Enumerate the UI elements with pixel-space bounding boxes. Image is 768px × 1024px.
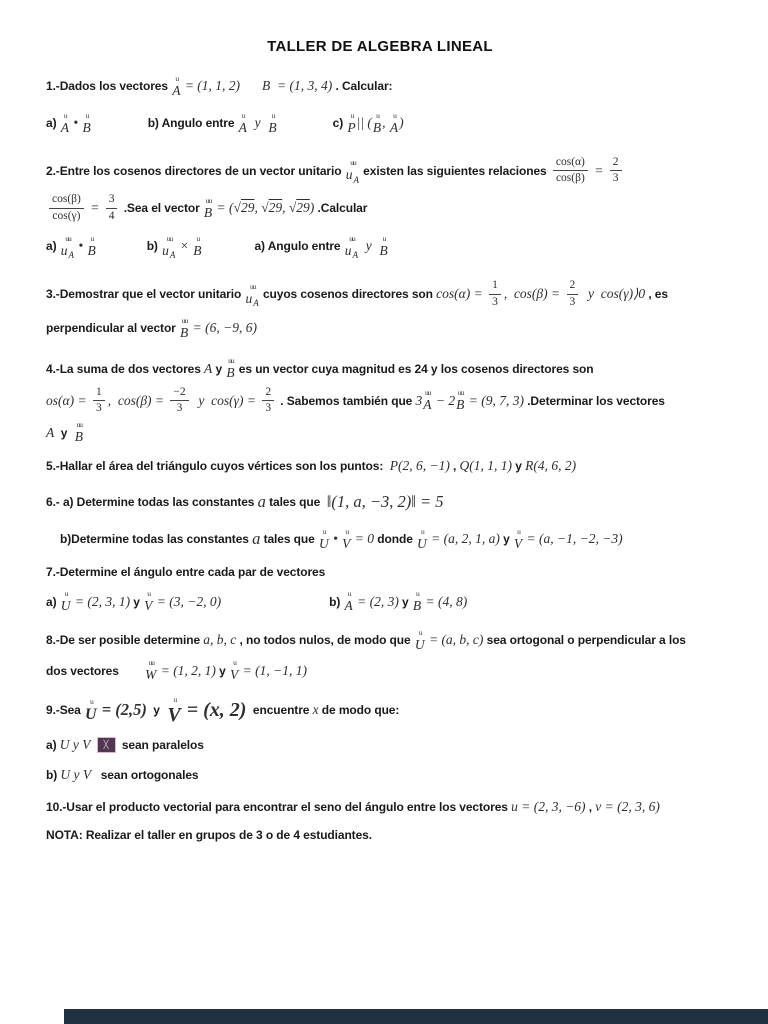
- problem-10: [46, 799, 754, 815]
- vector-letter: A: [172, 83, 181, 98]
- math-run: B = (1, 3, 4): [262, 78, 333, 94]
- vector-letter: A: [238, 119, 247, 135]
- text-run: de modo que:: [318, 703, 400, 718]
- fraction-denominator: 3: [265, 402, 272, 415]
- text-run: y: [215, 663, 229, 678]
- fraction-numerator: −2: [170, 386, 188, 401]
- problem-2-line-1: [46, 156, 754, 185]
- math-run: a, b, c: [203, 632, 237, 647]
- text-run: 3.-Demostrar que el vector unitario: [46, 287, 245, 302]
- math-run: a: [257, 491, 266, 511]
- vector-arrow-icon: uu: [166, 233, 173, 243]
- vector-symbol: [145, 659, 156, 682]
- math-run: = (1, −1, 1): [239, 662, 307, 678]
- fraction: [489, 279, 501, 308]
- fraction-numerator: 1: [489, 279, 501, 294]
- problem-1-line-1: [46, 75, 754, 98]
- fraction-numerator: 1: [93, 386, 105, 401]
- math-run: , cos(β) =: [503, 286, 564, 302]
- vector-arrow-icon: uu: [457, 388, 464, 398]
- text-run: y: [512, 458, 526, 473]
- vector-letter: A: [423, 397, 432, 413]
- vector-symbol: [423, 389, 431, 412]
- problem-5: [46, 458, 754, 474]
- vector-symbol: [82, 112, 90, 135]
- math-run: •: [329, 531, 342, 546]
- vector-letter: A: [389, 119, 399, 135]
- text-run: b): [46, 767, 61, 782]
- vector-letter: B: [268, 119, 277, 135]
- vector-arrow-icon: u: [345, 526, 349, 536]
- vector-letter: u: [344, 242, 352, 258]
- fraction-denominator: cos(γ): [52, 209, 81, 222]
- math-run: = 0: [351, 531, 375, 546]
- vector-letter: V: [342, 535, 351, 551]
- vector-arrow-icon: u: [416, 589, 419, 599]
- fraction-denominator: 3: [95, 402, 102, 415]
- radical-sign-icon: √: [288, 200, 297, 216]
- vector-arrow-icon: u: [421, 526, 424, 536]
- vector-subscript: A: [352, 250, 358, 261]
- text-run: c): [332, 115, 347, 130]
- math-run: = (1, 2, 1): [157, 662, 216, 678]
- vector-arrow-icon: u: [241, 110, 245, 120]
- text-run: b): [146, 239, 162, 254]
- math-run: R(4, 6, 2): [525, 457, 577, 473]
- vector-arrow-icon: u: [376, 110, 379, 120]
- vector-letter: U: [318, 535, 329, 551]
- vector-letter: U: [85, 705, 97, 723]
- vector-arrow-icon: uu: [228, 356, 234, 366]
- text-run: y: [130, 594, 144, 609]
- math-run: u = (2, 3, −6): [511, 798, 586, 814]
- vector-symbol: [344, 233, 358, 261]
- math-run: Q(1, 1, 1): [459, 457, 513, 473]
- problem-6b: [46, 528, 754, 551]
- vector-symbol: [319, 528, 329, 551]
- problem-4-line-2: [46, 386, 754, 415]
- vector-letter: B: [412, 598, 422, 614]
- text-run: y: [146, 703, 167, 718]
- vector-symbol: [347, 112, 355, 135]
- vector-symbol: [87, 235, 95, 258]
- vector-symbol: [344, 590, 352, 613]
- math-run: P(2, 6, −1): [389, 457, 450, 473]
- math-run: cos(α) =: [436, 286, 487, 302]
- text-run: .Calcular: [314, 201, 368, 216]
- math-run: ,: [382, 114, 389, 130]
- vector-symbol: [60, 233, 74, 261]
- math-run: − 2: [432, 392, 456, 408]
- problem-9b: [46, 767, 754, 783]
- vector-letter: B: [456, 397, 465, 413]
- radical-sign-icon: √: [233, 200, 241, 216]
- vector-symbol: [268, 112, 276, 135]
- fraction-denominator: 3: [569, 295, 576, 308]
- text-run: tales que: [260, 532, 318, 546]
- problem-4-line-3: [46, 421, 754, 444]
- vector-letter: u: [60, 242, 68, 258]
- vector-arrow-icon: uu: [76, 420, 83, 430]
- problem-9-line-1: [46, 696, 754, 725]
- vector-arrow-icon: u: [350, 110, 354, 120]
- sqrt-expression: [234, 200, 255, 216]
- math-run: a: [252, 529, 261, 548]
- vector-subscript: A: [68, 250, 74, 261]
- text-run: b) Angulo entre: [147, 115, 238, 130]
- vector-symbol: [345, 158, 359, 185]
- vector-letter: V: [144, 598, 153, 614]
- fraction-numerator: 3: [106, 193, 118, 208]
- vector-arrow-icon: u: [322, 526, 326, 536]
- text-run: y: [398, 594, 412, 609]
- math-run: , cos(β) =: [107, 392, 168, 408]
- vector-symbol: [245, 281, 259, 309]
- vector-subscript: A: [253, 298, 259, 309]
- radicand: 29: [296, 200, 310, 216]
- math-run: 3: [415, 392, 423, 408]
- text-run: y: [54, 425, 74, 440]
- vector-letter: V: [167, 703, 181, 726]
- text-run: .Determinar los vectores: [523, 393, 665, 408]
- text-run: 8.-De ser posible determine: [46, 633, 204, 647]
- vector-symbol: [167, 696, 180, 725]
- vector-symbol: [144, 590, 152, 613]
- text-run: b): [329, 594, 344, 609]
- vector-letter: B: [203, 204, 213, 220]
- math-run: ×: [176, 238, 193, 254]
- vector-symbol: [373, 112, 381, 135]
- text-run: 7.-Determine el ángulo entre cada par de vectores: [46, 565, 326, 580]
- text-run: . Sabemos también que: [277, 393, 416, 408]
- radicand: 29: [268, 200, 283, 216]
- vector-symbol: [342, 528, 350, 551]
- problem-8-line-1: [46, 629, 754, 652]
- text-run: a): [46, 737, 60, 752]
- text-run: dos vectores: [46, 663, 123, 678]
- text-run: a): [46, 115, 60, 130]
- text-run: donde: [374, 532, 417, 546]
- math-run: = (x, 2): [181, 698, 247, 721]
- fraction-denominator: 3: [612, 172, 619, 185]
- math-run: = (2, 3, 1): [71, 593, 131, 609]
- math-run: = (a, −1, −2, −3): [523, 531, 623, 546]
- math-run: x: [312, 702, 319, 718]
- vector-symbol: [172, 75, 180, 98]
- math-run: = (2, 3): [353, 593, 399, 609]
- sqrt-expression: [261, 200, 282, 216]
- document-body: [46, 75, 754, 843]
- vector-arrow-icon: u: [418, 627, 422, 637]
- text-run: a): [46, 239, 60, 254]
- math-run: v = (2, 3, 6): [595, 798, 660, 814]
- math-run: ,: [254, 200, 262, 216]
- vector-arrow-icon: uu: [349, 233, 355, 243]
- fraction-numerator: 2: [610, 156, 622, 171]
- math-run: = (9, 7, 3): [465, 392, 524, 408]
- vector-letter: A: [344, 598, 353, 614]
- vector-symbol: [61, 112, 69, 135]
- vector-arrow-icon: u: [517, 526, 520, 536]
- vector-arrow-icon: uu: [350, 158, 356, 168]
- vector-symbol: [417, 528, 427, 551]
- vector-arrow-icon: u: [233, 658, 236, 668]
- broken-image-icon: ╳: [97, 737, 116, 753]
- vector-symbol: [456, 389, 464, 412]
- vector-letter: U: [60, 598, 71, 614]
- vector-letter: B: [372, 119, 382, 135]
- spacer: [122, 670, 144, 671]
- math-run: U y V: [60, 766, 95, 782]
- vector-symbol: [193, 235, 201, 258]
- text-run: a) Angulo entre: [254, 239, 344, 254]
- math-run: ): [399, 114, 404, 130]
- fraction-denominator: 3: [176, 402, 183, 415]
- spacer: [92, 122, 148, 123]
- text-run: a): [46, 594, 60, 609]
- sqrt-expression: [289, 200, 310, 216]
- nota: [46, 827, 754, 843]
- text-run: .Sea el vector: [120, 201, 203, 216]
- vector-letter: u: [345, 167, 353, 183]
- text-run: encuentre: [246, 703, 313, 718]
- vector-arrow-icon: u: [382, 233, 386, 243]
- problem-3-line-1: [46, 279, 754, 308]
- text-run: cuyos cosenos directores son: [259, 287, 437, 302]
- problem-1-items: [46, 112, 754, 135]
- vector-letter: B: [87, 242, 96, 258]
- vector-letter: u: [245, 290, 253, 306]
- math-run: ,: [282, 200, 289, 216]
- fraction-numerator: cos(α): [553, 156, 588, 171]
- math-run: =: [590, 162, 607, 178]
- spacer: [221, 601, 329, 602]
- math-run: ): [309, 200, 315, 216]
- text-run: tales que: [265, 494, 327, 509]
- text-run: NOTA: Realizar el taller en grupos de 3 o de 4 estudiantes.: [46, 827, 372, 842]
- text-run: y: [212, 361, 226, 376]
- vector-arrow-icon: uu: [148, 658, 155, 668]
- text-run: ,: [449, 458, 460, 473]
- vector-symbol: [226, 357, 234, 380]
- fraction: [106, 193, 118, 222]
- text-run: sea ortogonal o perpendicular a los: [483, 633, 686, 647]
- text-run: y: [499, 532, 513, 546]
- math-run: •: [74, 238, 87, 254]
- vector-arrow-icon: uu: [205, 195, 212, 205]
- vector-arrow-icon: uu: [250, 281, 256, 291]
- radical-sign-icon: √: [261, 200, 269, 216]
- problem-7-line-1: [46, 564, 754, 580]
- vector-arrow-icon: u: [196, 233, 200, 243]
- vector-symbol: [162, 233, 176, 261]
- fraction-numerator: 2: [567, 279, 579, 294]
- math-run: y cos(γ) =: [191, 392, 260, 408]
- fraction: [610, 156, 622, 185]
- math-run: = (a, b, c): [425, 632, 484, 647]
- viewer-bottom-bar: [64, 1009, 768, 1024]
- vector-letter: B: [74, 429, 84, 445]
- vector-arrow-icon: u: [89, 696, 93, 706]
- fraction-denominator: cos(β): [555, 172, 585, 185]
- text-run: es un vector cuya magnitud es 24 y los cosenos directores son: [235, 361, 594, 376]
- math-run: = (4, 8): [422, 593, 468, 609]
- problem-6a: [46, 492, 754, 512]
- vector-letter: A: [60, 119, 69, 135]
- vector-letter: V: [229, 667, 239, 683]
- fraction-denominator: 4: [108, 209, 115, 222]
- math-run: A: [204, 360, 213, 376]
- vector-letter: u: [162, 242, 169, 258]
- vector-letter: B: [82, 119, 91, 135]
- text-run: ,: [585, 799, 596, 814]
- text-run: 2.-Entre los cosenos directores de un vector unitario: [46, 163, 345, 178]
- spacer: [46, 539, 60, 540]
- text-run: 4.-La suma de dos vectores: [46, 361, 205, 376]
- vector-arrow-icon: uu: [425, 388, 431, 398]
- vector-arrow-icon: u: [63, 110, 67, 120]
- math-run: U y V: [59, 736, 94, 752]
- vector-letter: W: [145, 667, 157, 683]
- text-run: 10.-Usar el producto vectorial para encontrar el seno del ángulo entre los vectores: [46, 799, 512, 814]
- problem-8-line-2: [46, 659, 754, 682]
- problem-2-line-2: [46, 193, 754, 222]
- vector-arrow-icon: u: [393, 110, 396, 120]
- vector-arrow-icon: u: [147, 589, 151, 599]
- problem-9a: [46, 737, 754, 753]
- spacer: [278, 122, 333, 123]
- text-run: , es: [645, 287, 668, 302]
- vector-symbol: [390, 112, 398, 135]
- vector-arrow-icon: u: [175, 74, 179, 83]
- vector-letter: B: [379, 242, 388, 258]
- text-run: existen las siguientes relaciones: [359, 163, 550, 178]
- text-run: sean ortogonales: [94, 767, 199, 782]
- text-run: perpendicular al vector: [46, 321, 179, 336]
- vector-letter: P: [347, 119, 356, 135]
- vector-symbol: [380, 235, 388, 258]
- math-run: ‖(1, a, −3, 2)‖ = 5: [326, 491, 444, 511]
- math-run: = (3, −2, 0): [153, 593, 222, 609]
- fraction: [553, 156, 588, 185]
- math-run: os(α) =: [46, 392, 90, 408]
- text-run: 9.-Sea: [46, 703, 84, 718]
- spacer: [202, 246, 254, 247]
- text-run: 6.- a) Determine todas las constantes: [46, 494, 258, 509]
- vector-symbol: [413, 590, 421, 613]
- text-run: b)Determine todas las constantes: [60, 532, 253, 546]
- spacer: [97, 246, 147, 247]
- vector-arrow-icon: u: [173, 694, 177, 704]
- math-run: =: [86, 200, 103, 216]
- vector-letter: B: [179, 324, 189, 340]
- vector-letter: U: [414, 636, 425, 652]
- vector-symbol: [230, 659, 238, 682]
- math-run: = (: [213, 200, 234, 216]
- vector-symbol: [415, 629, 425, 652]
- vector-arrow-icon: u: [85, 110, 89, 120]
- fraction: [262, 386, 274, 415]
- fraction: [567, 279, 579, 308]
- math-run: || (: [356, 114, 372, 130]
- vector-symbol: [180, 317, 188, 340]
- math-run: y cos(γ)⟩0: [581, 286, 646, 302]
- vector-symbol: [85, 698, 97, 723]
- page-title: TALLER DE ALGEBRA LINEAL: [267, 38, 493, 55]
- text-run: . Calcular:: [332, 79, 393, 94]
- problem-2-items: [46, 233, 754, 261]
- math-run: = (2,5): [97, 700, 147, 720]
- vector-arrow-icon: uu: [181, 315, 188, 325]
- vector-arrow-icon: uu: [65, 233, 71, 243]
- fraction: [170, 386, 188, 415]
- vector-symbol: [514, 528, 522, 551]
- radicand: 29: [240, 200, 255, 216]
- vector-symbol: [61, 590, 71, 613]
- text-run: 5.-Hallar el área del triángulo cuyos vértices son los puntos:: [46, 458, 390, 473]
- math-run: = (a, 2, 1, a): [427, 531, 500, 546]
- math-run: A: [46, 424, 55, 440]
- problem-4-line-1: [46, 357, 754, 380]
- fraction: [93, 386, 105, 415]
- vector-symbol: [239, 112, 247, 135]
- vector-subscript: A: [169, 250, 176, 261]
- vector-arrow-icon: u: [347, 589, 351, 599]
- vector-arrow-icon: u: [90, 233, 94, 243]
- fraction: [49, 193, 84, 222]
- fraction-numerator: cos(β): [49, 193, 84, 208]
- vector-letter: U: [417, 535, 427, 551]
- vector-letter: B: [226, 365, 235, 381]
- vector-subscript: A: [353, 174, 359, 185]
- problem-3-line-2: [46, 317, 754, 340]
- vector-symbol: [204, 197, 212, 220]
- text-run: 1.-Dados los vectores: [46, 79, 172, 94]
- fraction-denominator: 3: [492, 295, 498, 308]
- vector-letter: B: [193, 242, 202, 258]
- vector-arrow-icon: u: [64, 589, 68, 599]
- vector-symbol: [75, 421, 83, 444]
- text-run: , no todos nulos, de modo que: [236, 633, 414, 647]
- text-run: sean paralelos: [118, 737, 204, 752]
- vector-arrow-icon: u: [271, 110, 275, 120]
- vector-letter: V: [513, 535, 523, 551]
- math-run: y: [359, 238, 379, 254]
- math-run: y: [247, 114, 268, 130]
- math-run: = (1, 1, 2): [181, 78, 241, 94]
- fraction-numerator: 2: [262, 386, 274, 401]
- math-run: •: [69, 114, 82, 130]
- spacer: [240, 86, 262, 87]
- problem-7-items: [46, 590, 754, 613]
- math-run: = (6, −9, 6): [189, 320, 257, 336]
